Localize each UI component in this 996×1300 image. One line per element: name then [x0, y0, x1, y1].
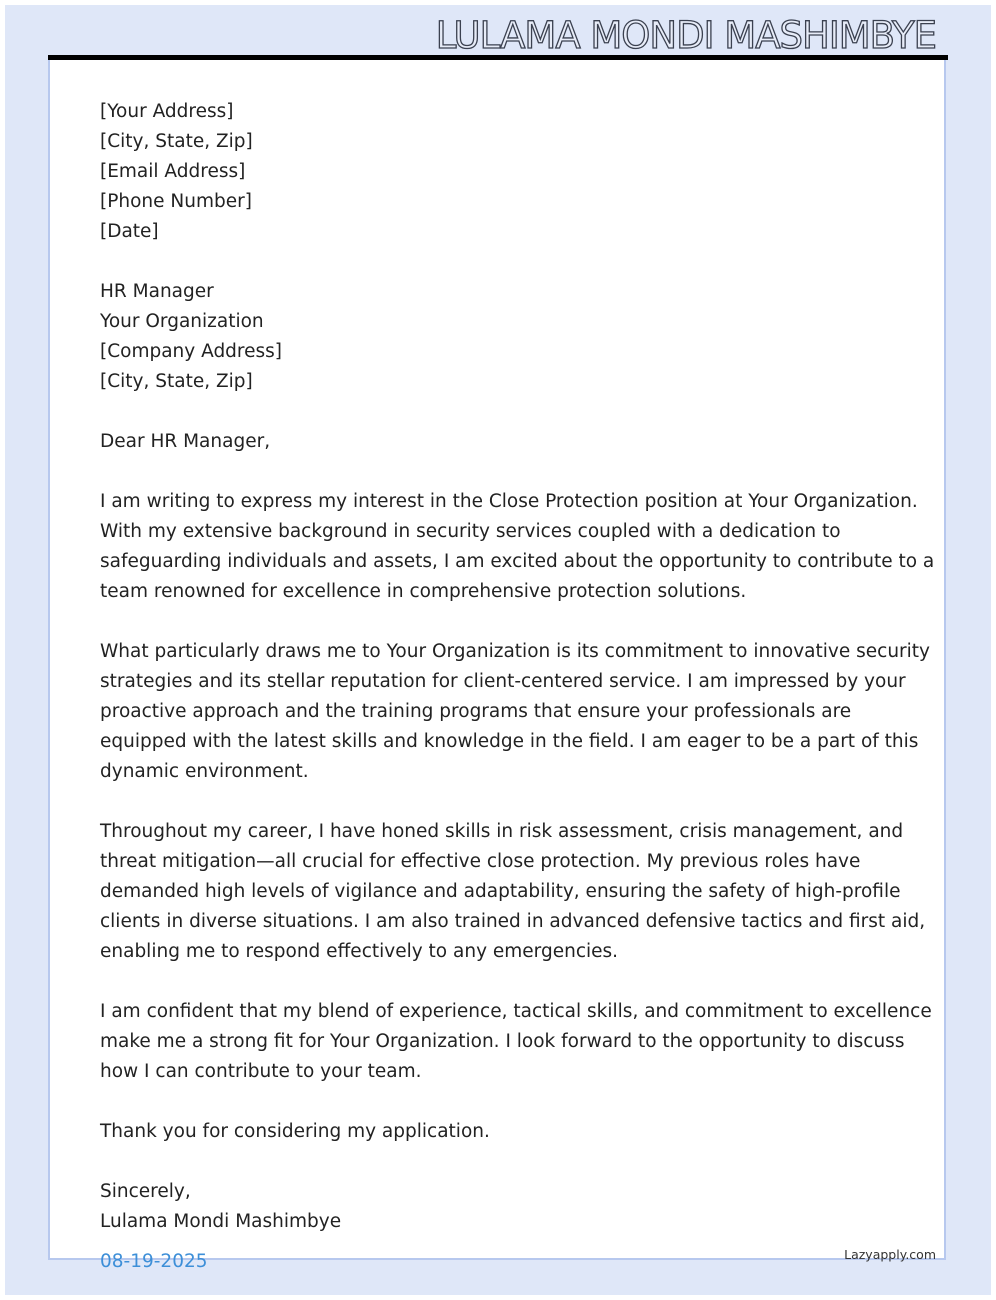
- signature-name: Lulama Mondi Mashimbye: [100, 1211, 342, 1232]
- salutation: Dear HR Manager,: [100, 431, 271, 452]
- paragraph-4: [100, 997, 932, 1087]
- recipient-organization: Your Organization: [100, 311, 264, 332]
- paragraph-line: What particularly draws me to Your Organization is its commitment to innovative security: [100, 641, 930, 662]
- sender-city-state-zip: [City, State, Zip]: [100, 131, 253, 152]
- paragraph-line: I am writing to express my interest in the Close Protection position at Your Organization.: [100, 491, 918, 512]
- paragraph-line: dynamic environment.: [100, 761, 309, 782]
- sender-email: [Email Address]: [100, 161, 246, 182]
- sender-date: [Date]: [100, 221, 159, 242]
- recipient-address: [Company Address]: [100, 341, 283, 362]
- paragraph-line: how I can contribute to your team.: [100, 1061, 422, 1082]
- paragraph-3: [100, 817, 926, 967]
- paragraph-line: enabling me to respond effectively to any emergencies.: [100, 941, 619, 962]
- paragraph-line: team renowned for excellence in comprehensive protection solutions.: [100, 581, 747, 602]
- paragraph-2: [100, 637, 930, 787]
- valediction: Sincerely,: [100, 1181, 191, 1202]
- paragraph-line: demanded high levels of vigilance and adaptability, ensuring the safety of high-profile: [100, 881, 901, 902]
- thanks-line: Thank you for considering my application.: [100, 1121, 490, 1142]
- paragraph-line: strategies and its stellar reputation for client-centered service. I am impressed by your: [100, 671, 906, 692]
- sender-block: [100, 97, 900, 247]
- paragraph-line: make me a strong fit for Your Organization. I look forward to the opportunity to discuss: [100, 1031, 905, 1052]
- footer-brand[interactable]: Lazyapply.com: [844, 1247, 936, 1262]
- paragraph-line: clients in diverse situations. I am also trained in advanced defensive tactics and first aid,: [100, 911, 926, 932]
- paragraph-line: safeguarding individuals and assets, I am excited about the opportunity to contribute to a: [100, 551, 935, 572]
- paragraph-line: Throughout my career, I have honed skills in risk assessment, crisis management, and: [100, 821, 904, 842]
- date-stamp: 08-19-2025: [100, 1251, 208, 1272]
- paragraph-line: proactive approach and the training programs that ensure your professionals are: [100, 701, 852, 722]
- header-name: LULAMA MONDI MASHIMBYE: [435, 14, 936, 57]
- letter-body: [100, 97, 935, 1237]
- paragraph-line: threat mitigation—all crucial for effective close protection. My previous roles have: [100, 851, 861, 872]
- recipient-title: HR Manager: [100, 281, 214, 302]
- sender-phone: [Phone Number]: [100, 191, 252, 212]
- paragraph-1: [100, 487, 935, 607]
- sender-address: [Your Address]: [100, 101, 234, 122]
- paragraph-line: With my extensive background in security services coupled with a dedication to: [100, 521, 841, 542]
- paragraph-line: equipped with the latest skills and knowledge in the field. I am eager to be a part of this: [100, 731, 919, 752]
- paragraph-line: I am confident that my blend of experience, tactical skills, and commitment to excellence: [100, 1001, 932, 1022]
- recipient-block: [100, 277, 900, 397]
- recipient-city-state-zip: [City, State, Zip]: [100, 371, 253, 392]
